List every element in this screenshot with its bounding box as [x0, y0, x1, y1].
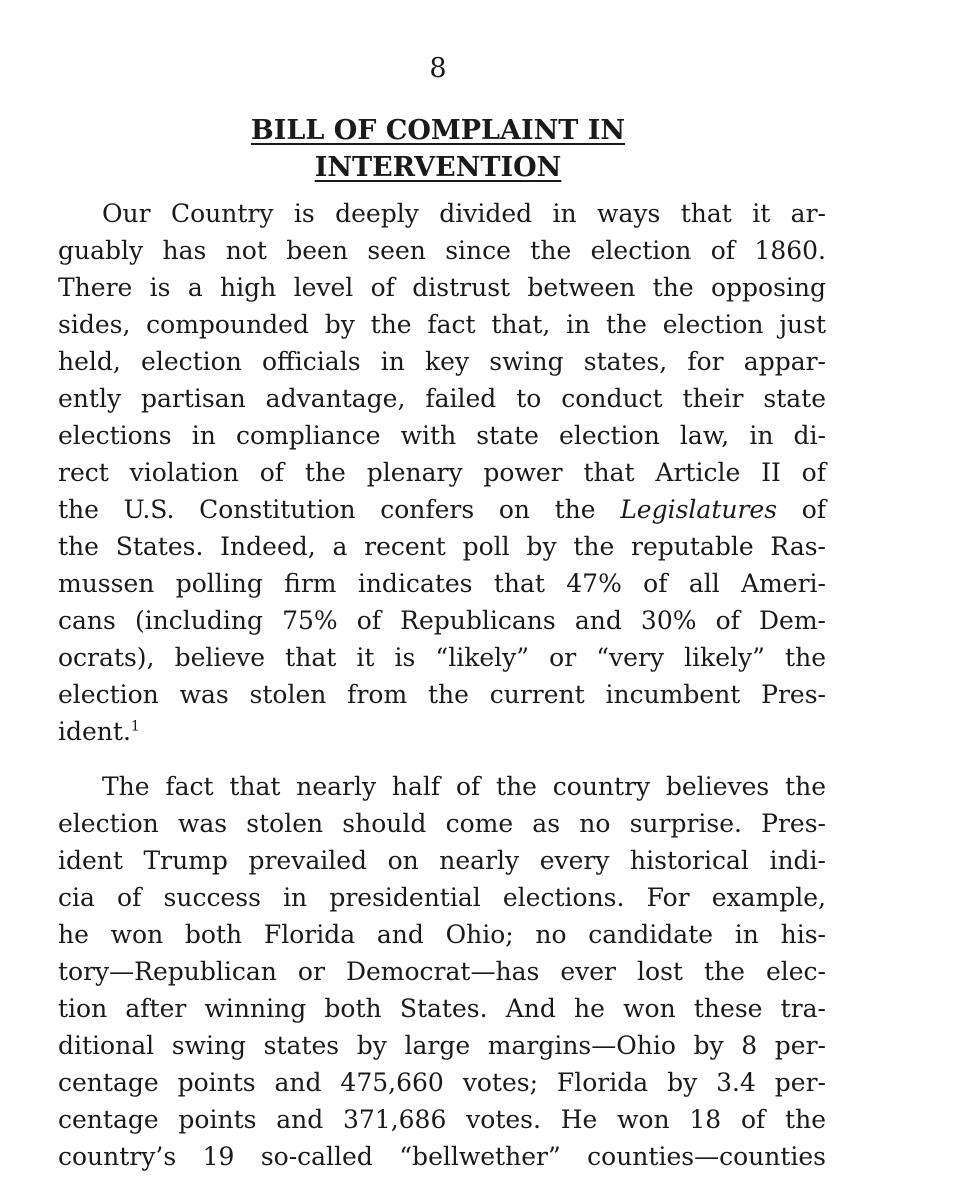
text-line: ident Trump prevailed on nearly every historical indi-	[58, 846, 826, 875]
paragraph-1	[58, 195, 826, 750]
text-line: ditional swing states by large margins—Ohio by 8 per-	[58, 1031, 826, 1060]
text-line-with-italic	[58, 491, 826, 528]
text-line: cia of success in presidential elections. For example,	[58, 883, 826, 912]
text-line: held, election officials in key swing states, for appar-	[58, 347, 826, 376]
text-line: he won both Florida and Ohio; no candidate in his-	[58, 920, 826, 949]
text-line: country’s 19 so-called “bellwether” counties—counties	[58, 1142, 826, 1171]
section-heading-line-1: BILL OF COMPLAINT IN	[250, 115, 626, 146]
text-line: ently partisan advantage, failed to conduct their state	[58, 384, 826, 413]
text-line: sides, compounded by the fact that, in the election just	[58, 310, 826, 339]
section-heading-line-2: INTERVENTION	[314, 152, 562, 183]
text-line: election was stolen from the current incumbent Pres-	[58, 680, 826, 709]
text-line: rect violation of the plenary power that Article II of	[58, 458, 826, 487]
text-line	[58, 713, 826, 750]
text-line: centage points and 371,686 votes. He won 18 of the	[58, 1105, 826, 1134]
text-line: election was stolen should come as no surprise. Pres-	[58, 809, 826, 838]
page-number: 8	[429, 53, 447, 84]
text-line: elections in compliance with state election law, in di-	[58, 421, 826, 450]
text-line: tory—Republican or Democrat—has ever lost the elec-	[58, 957, 826, 986]
text-line: the States. Indeed, a recent poll by the reputable Ras-	[58, 532, 826, 561]
text-segment: the U.S. Constitution confers on the	[58, 495, 596, 524]
text-line: There is a high level of distrust between the opposing	[58, 273, 826, 302]
paragraph-2	[58, 768, 826, 1175]
text-line: cans (including 75% of Republicans and 30% of Dem-	[58, 606, 826, 635]
text-segment: of	[801, 495, 827, 524]
text-line: centage points and 475,660 votes; Florida by 3.4 per-	[58, 1068, 826, 1097]
text-line: Our Country is deeply divided in ways that it ar-	[102, 199, 826, 228]
text-line: guably has not been seen since the election of 1860.	[58, 236, 826, 265]
text-line: mussen polling firm indicates that 47% of all Ameri-	[58, 569, 826, 598]
text-line: ocrats), believe that it is “likely” or “very likely” the	[58, 643, 826, 672]
section-heading	[0, 112, 876, 186]
text-line: tion after winning both States. And he won these tra-	[58, 994, 826, 1023]
text-segment: ident.	[58, 717, 131, 746]
italic-term: Legislatures	[620, 495, 778, 524]
text-line: The fact that nearly half of the country believes the	[102, 772, 826, 801]
footnote-marker[interactable]: 1	[130, 718, 140, 735]
